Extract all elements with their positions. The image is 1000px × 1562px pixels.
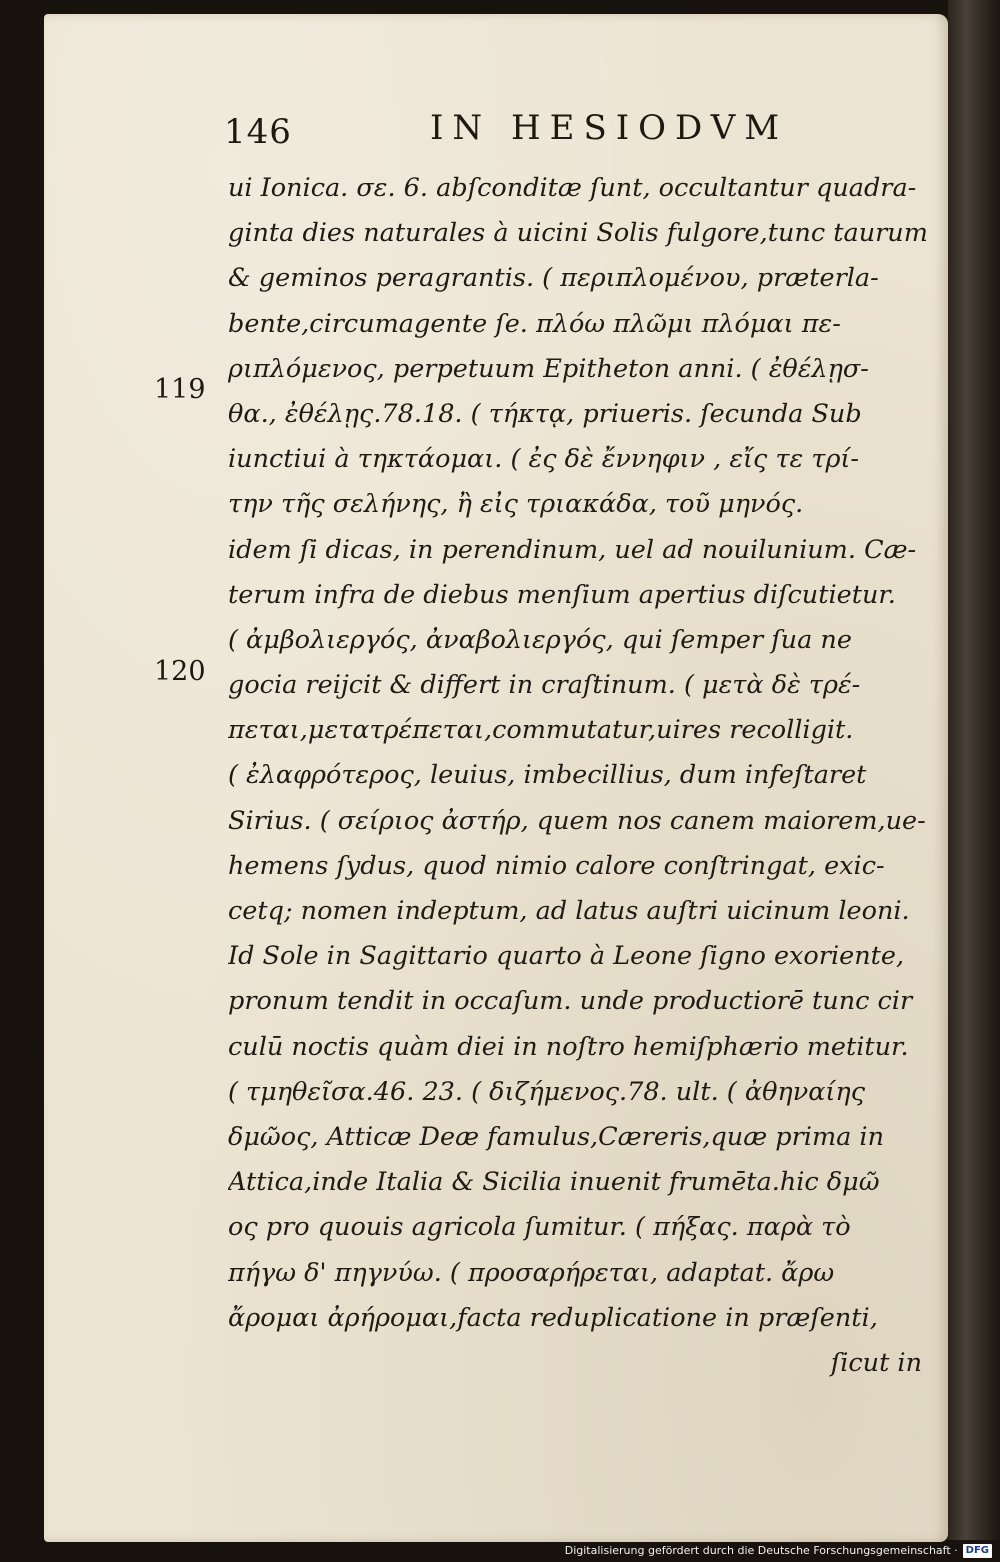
page-number: 146 — [224, 112, 292, 152]
text-line: την τῆς σελήνης, ἢ εἰς τριακάδα, τοῦ μηνός. — [228, 489, 804, 520]
credit-text: Digitalisierung gefördert durch die Deutsche Forschungsgemeinschaft · — [564, 1544, 958, 1557]
text-line: gocia reijcit & differt in craſtinum. ( μετὰ δὲ τρέ- — [228, 670, 861, 701]
text-line: ui Ionica. σε. 6. abſconditæ ſunt, occultantur quadra- — [228, 173, 917, 203]
text-line: cetq; nomen indeptum, ad latus auſtri uicinum leoni. — [228, 896, 910, 926]
text-line: terum infra de diebus menſium apertius diſcutietur. — [228, 579, 896, 610]
book-page — [44, 14, 948, 1542]
text-line: θα., ἐθέλῃς.78.18. ( τήκτᾳ, priueris. ſecunda Sub — [228, 398, 862, 429]
book-binding-edge — [948, 0, 1000, 1540]
text-line: pronum tendit in occaſum. unde productiorē tunc cir — [228, 986, 913, 1017]
commentary-text — [228, 166, 928, 1386]
text-line: & geminos peragrantis. ( περιπλομένου, præterla- — [228, 263, 879, 294]
catchword-line: ſicut in — [830, 1347, 922, 1378]
text-line: ginta dies naturales à uicini Solis fulgore,tunc taurum — [228, 218, 928, 249]
text-line: iunctiui à τηκτάομαι. ( ἐς δὲ ἔννηφιν , εἴς τε τρί- — [228, 444, 860, 475]
text-line: ἄρομαι ἀρήρομαι,facta reduplicatione in præſenti, — [228, 1302, 878, 1333]
text-line: ριπλόμενος, perpetuum Epitheton anni. ( ἐθέλῃσ- — [228, 353, 869, 384]
text-line: Attica,inde Italia & Sicilia inuenit frumēta.hic δμῶ — [228, 1167, 880, 1198]
text-line: bente,circumagente ſe. πλόω πλῶμι πλόμαι πε- — [228, 308, 841, 339]
text-line: ( τμηθεῖσα.46. 23. ( διζήμενος.78. ult. ( ἀθηναίης — [228, 1076, 865, 1107]
margin-line-number: 120 — [154, 656, 206, 687]
page-header — [44, 106, 948, 156]
text-line: ος pro quouis agricola ſumitur. ( πήξας. παρὰ τὸ — [228, 1212, 851, 1243]
digitization-credit — [565, 1542, 992, 1560]
text-line: ( ἐλαφρότερος, leuius, imbecillius, dum infeſtaret — [228, 760, 867, 791]
text-line: δμῶος, Atticæ Deæ famulus,Cæreris,quæ prima in — [228, 1121, 885, 1152]
text-line: Sirius. ( σείριος ἀστήρ, quem nos canem maiorem,ue- — [228, 805, 926, 836]
margin-line-number: 119 — [154, 374, 206, 405]
text-line: ( ἀμβολιεργός, ἀναβολιεργός, qui ſemper ſua ne — [228, 624, 852, 655]
text-line: πήγω δ' πηγνύω. ( προσαρήρεται, adaptat. ἄρω — [228, 1257, 835, 1288]
text-line: Id Sole in Sagittario quarto à Leone ſigno exoriente, — [228, 941, 905, 972]
text-line: culū noctis quàm diei in noſtro hemiſphærio metitur. — [228, 1031, 909, 1062]
text-line: πεται,μετατρέπεται,commutatur,uires recolligit. — [228, 715, 854, 746]
running-head: IN HESIODVM — [430, 108, 789, 148]
dfg-logo-icon: DFG — [963, 1544, 992, 1558]
text-line: hemens ſydus, quod nimio calore conſtringat, exic- — [228, 850, 885, 881]
text-line: idem ſi dicas, in perendinum, uel ad nouilunium. Cæ- — [228, 534, 917, 565]
